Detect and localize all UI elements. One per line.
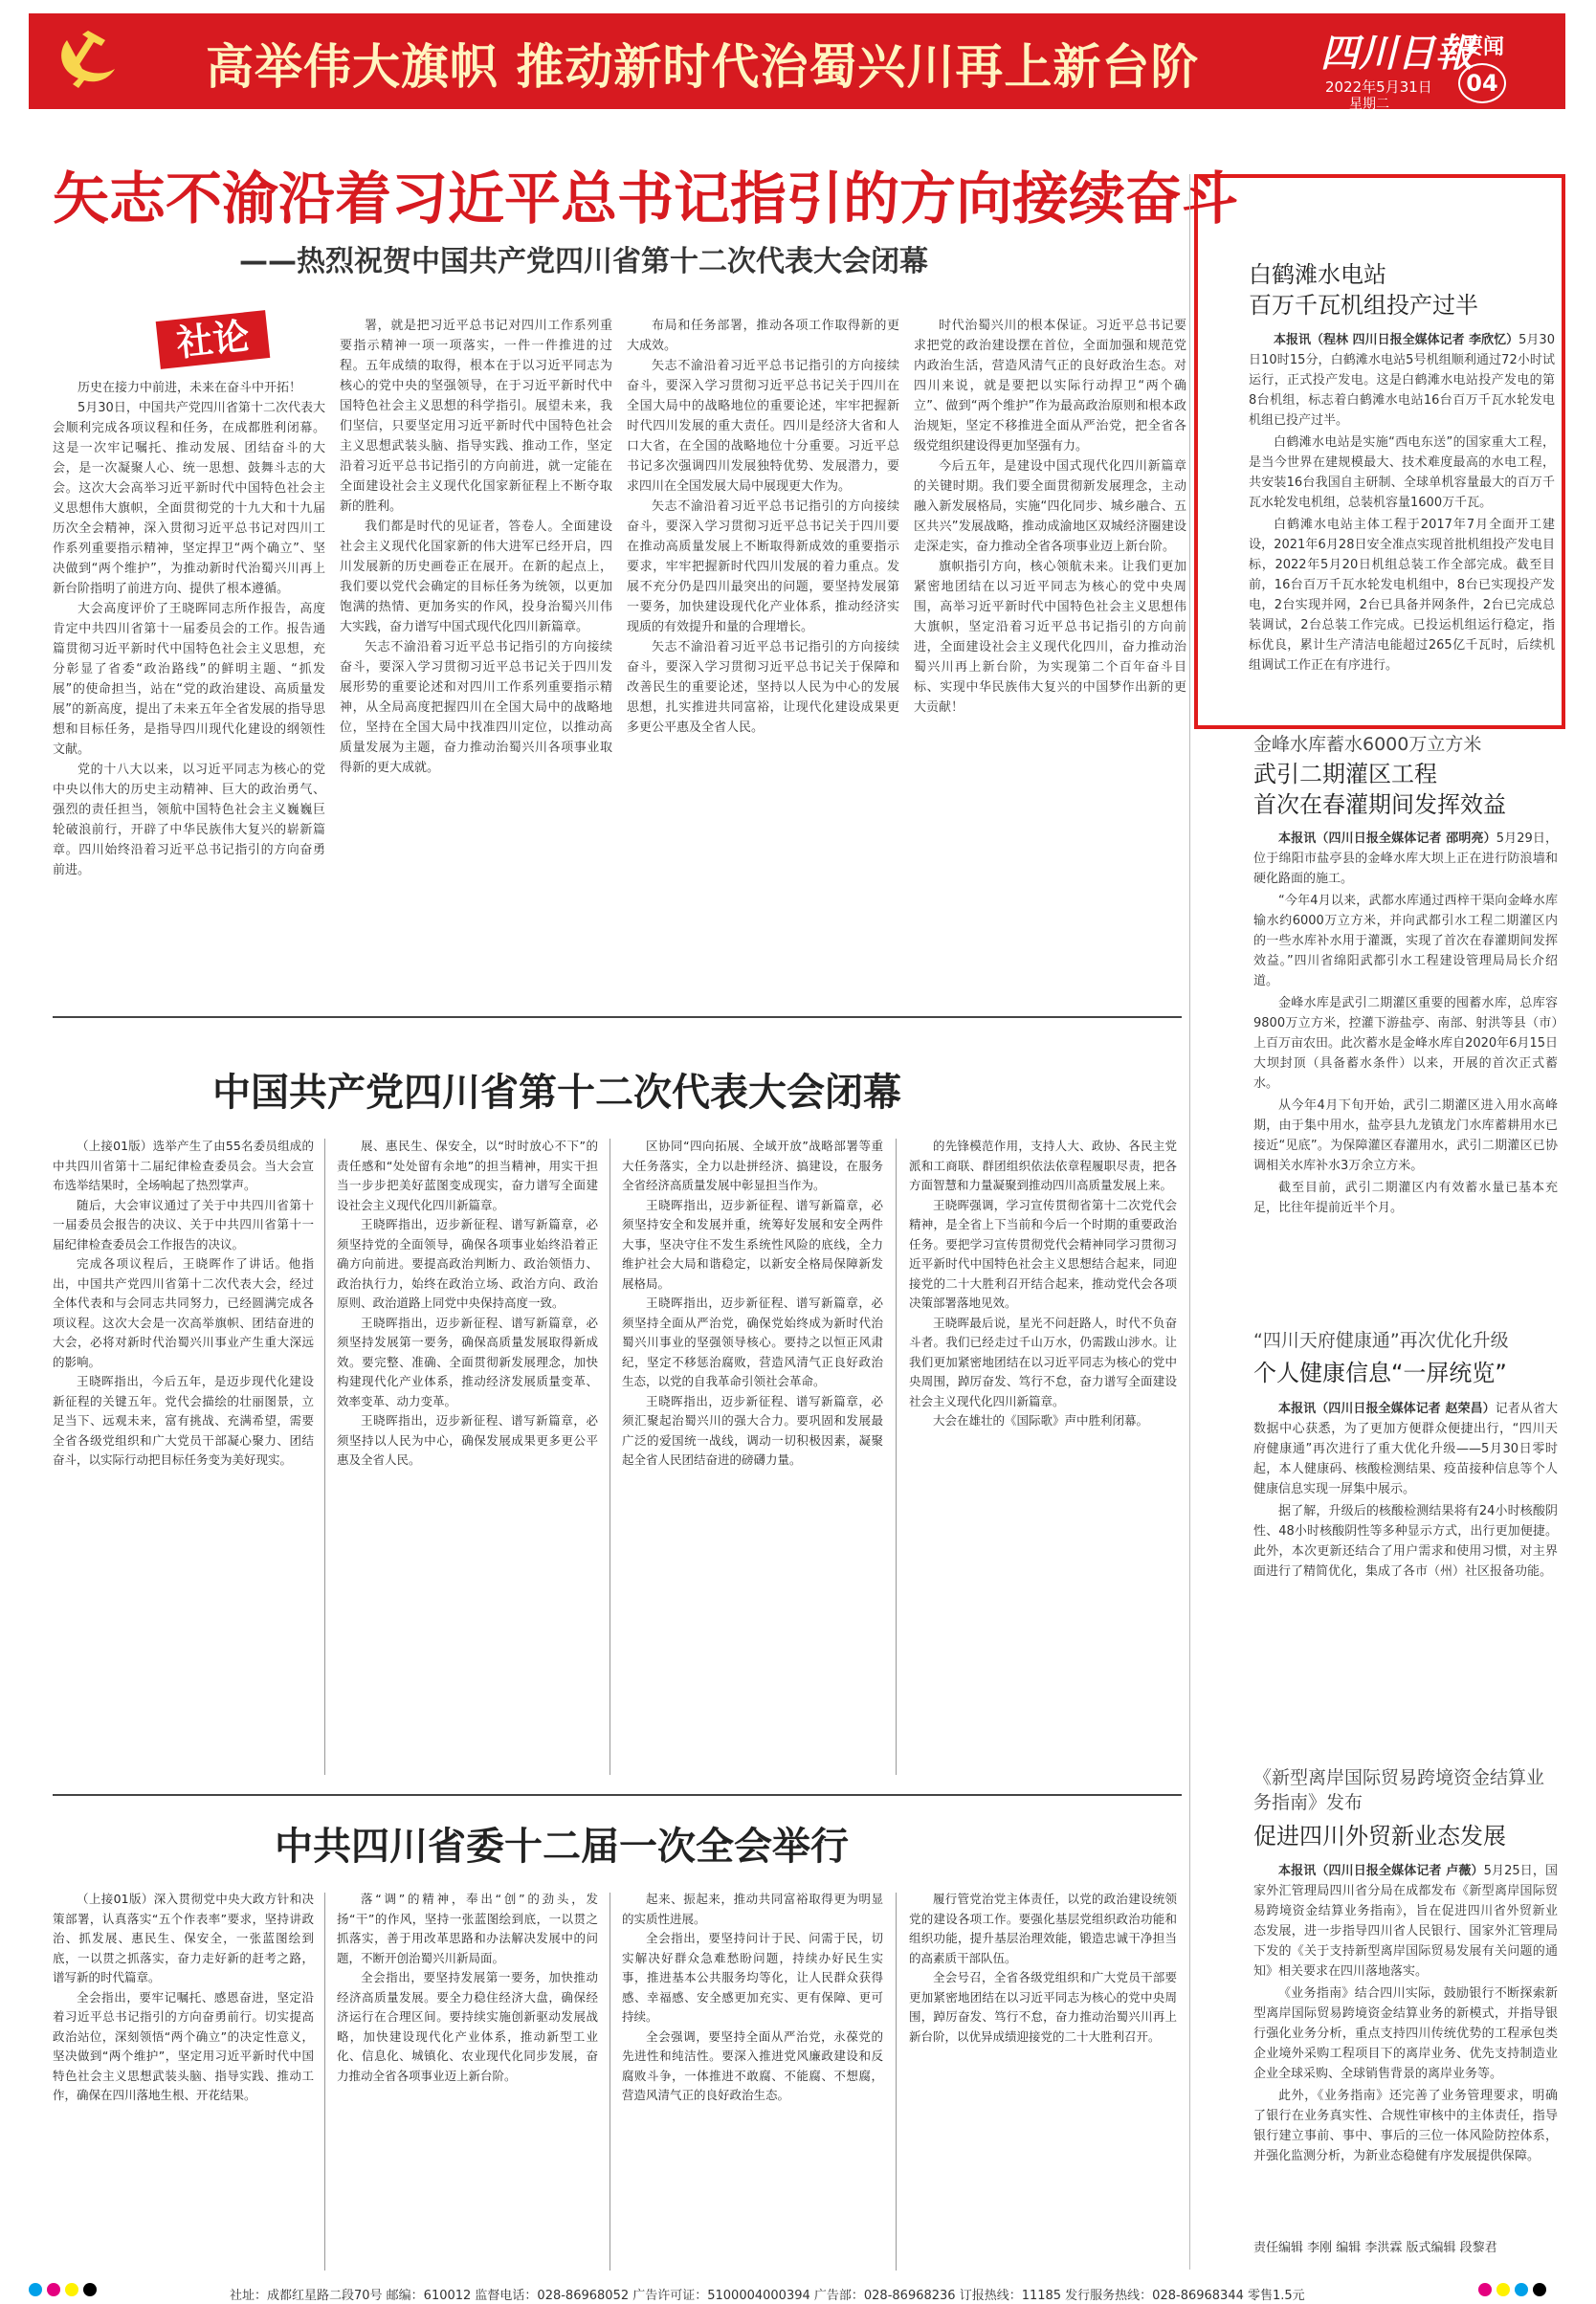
sidebar-article-2-body	[1253, 829, 1558, 1283]
editorial-column-1	[53, 378, 325, 986]
paragraph: 落“调”的精神，奉出“创”的劲头，发扬“干”的作风，坚持一张蓝图绘到底，一以贯之抓落实，善于用改革思路和办法解决发展中的问题，不断开创治蜀兴川新局面。	[337, 1892, 598, 1965]
paragraph: “今年4月以来，武都水库通过西梓干渠向金峰水库输水约6000万立方米，并向武都引水工程二期灌区内的一些水库补水用于灌溉，实现了首次在春灌期间发挥效益。”四川省绵阳武都引水工程建设管理局局长介绍道。	[1253, 894, 1558, 988]
section-divider	[53, 1794, 1182, 1796]
issue-weekday: 星期二	[1349, 97, 1389, 112]
paragraph: （上接01版）深入贯彻党中央大政方针和决策部署，认真落实“五个作表率”要求，坚持讲政治、抓发展、惠民生、保安全，一张蓝图绘到底，一以贯之抓落实，奋力走好新的赶考之路，谱写新的时代篇章。	[53, 1892, 314, 1984]
color-mark	[1533, 2283, 1546, 2296]
paragraph: 王晓晖指出，迈步新征程、谱写新篇章，必须汇聚起治蜀兴川的强大合力。要巩固和发展最广泛的爱国统一战线，调动一切积极因素，凝聚起全省人民团结奋进的磅礴力量。	[622, 1393, 883, 1467]
slogan: 高举伟大旗帜 推动新时代治蜀兴川再上新台阶	[206, 39, 1200, 95]
sidebar-article-1-title-line-2: 百万千瓦机组投产过半	[1249, 292, 1478, 319]
sidebar-article-1-title-line-1: 白鹤滩水电站	[1249, 261, 1386, 288]
issue-date: 2022年5月31日	[1325, 78, 1432, 96]
party-emblem-icon	[50, 21, 122, 94]
paragraph: 展、惠民生、保安全，以“时时放心不下”的责任感和“处处留有余地”的担当精神，用实干担当一步步把美好蓝图变成现实，奋力谱写全面建设社会主义现代化四川新篇章。	[337, 1139, 598, 1212]
paragraph: 本报讯（四川日报全媒体记者 赵荣昌）记者从省大数据中心获悉，为了更加方便群众便捷出行，“四川天府健康通”再次进行了重大优化升级——5月30日零时起，本人健康码、核酸检测结果、疫苗接种信息等个人健康信息实现一屏集中展示。	[1253, 1402, 1558, 1496]
footer-info: 社址：成都红星路二段70号 邮编：610012 监督电话：028-86968052 广告许可证：5100004000394 广告部：028-86968236 订报热线：11185 发行服务热线：028-86968344 零售1.5元	[230, 2289, 1305, 2303]
paragraph: 王晓晖指出，迈步新征程、谱写新篇章，必须坚持以人民为中心，确保发展成果更多更公平惠及全省人民。	[337, 1413, 598, 1467]
page-number: 04	[1458, 63, 1506, 103]
paragraph: 完成各项议程后，王晓晖作了讲话。他指出，中国共产党四川省第十二次代表大会，经过全体代表和与会同志共同努力，已经圆满完成各项议程。这次大会是一次高举旗帜、团结奋进的大会，必将对新时代治蜀兴川事业产生重大深远的影响。	[53, 1256, 314, 1369]
paragraph: 矢志不渝沿着习近平总书记指引的方向接续奋斗，要深入学习贯彻习近平总书记关于四川要在推动高质量发展上不断取得新成效的重要指示要求，牢牢把握新时代四川发展的着力重点。发展不充分仍是四川最突出的问题，要坚持发展第一要务，加快建设现代化产业体系，推动经济实现质的有效提升和量的合理增长。	[627, 499, 899, 634]
color-mark	[83, 2283, 97, 2296]
column-rule	[896, 1893, 897, 2271]
paragraph: 历史在接力中前进，未来在奋斗中开拓！	[78, 381, 302, 395]
editorial-column-4	[914, 316, 1186, 986]
paragraph: 王晓晖指出，迈步新征程、谱写新篇章，必须坚持发展第一要务，确保高质量发展取得新成效。要完整、准确、全面贯彻新发展理念，加快构建现代化产业体系，推动经济发展质量变革、效率变革、动力变革。	[337, 1315, 598, 1408]
paragraph: 今后五年，是建设中国式现代化四川新篇章的关键时期。我们要全面贯彻新发展理念，主动融入新发展格局，实施“四化同步、城乡融合、五区共兴”发展战略，推动成渝地区双城经济圈建设走深走实，奋力推动全省各项事业迈上新台阶。	[914, 459, 1186, 554]
editorial-badge: 社论	[156, 310, 271, 369]
paragraph: 从今年4月下旬开始，武引二期灌区进入用水高峰期，由于集中用水，盐亭县九龙镇龙门水库蓄耕用水已接近“见底”。为保障灌区春灌用水，武引二期灌区已协调相关水库补水3万余立方米。	[1253, 1098, 1558, 1173]
paragraph: 王晓晖指出，迈步新征程、谱写新篇章，必须坚持全面从严治党，确保党始终成为新时代治蜀兴川事业的坚强领导核心。要持之以恒正风肃纪，坚定不移惩治腐败，营造风清气正良好政治生态，以党的自我革命引领社会革命。	[622, 1296, 883, 1388]
color-mark	[1478, 2283, 1492, 2296]
paragraph: 大会高度评价了王晓晖同志所作报告，高度肯定中共四川省第十一届委员会的工作。报告通篇贯彻习近平新时代中国特色社会主义思想，充分彰显了省委“政治路线”的鲜明主题、“抓发展”的使命担当，站在“党的政治建设、高质量发展”的新高度，提出了未来五年全省发展的指导思想和目标任务，是指导四川现代化建设的纲领性文献。	[53, 602, 325, 757]
paragraph: 党的十八大以来，以习近平同志为核心的党中央以伟大的历史主动精神、巨大的政治勇气、强烈的责任担当，领航中国特色社会主义巍巍巨轮破浪前行，开辟了中华民族伟大复兴的崭新篇章。四川始终沿着习近平总书记指引的方向奋勇前进。	[53, 763, 325, 877]
closing-column-4	[909, 1137, 1177, 1778]
sidebar-article-4-pretitle: 《新型离岸国际贸易跨境资金结算业务指南》发布	[1253, 1767, 1545, 1813]
paragraph: 时代治蜀兴川的根本保证。习近平总书记要求把党的政治建设摆在首位，全面加强和规范党内政治生活，营造风清气正的良好政治生态。对四川来说，就是要把以实际行动捍卫“两个确立”、做到“两个维护”作为最高政治原则和根本政治规矩，坚定不移推进全面从严治党，把全省各级党组织建设得更加坚强有力。	[914, 319, 1186, 454]
paragraph: 王晓晖指出，迈步新征程、谱写新篇章，必须坚持安全和发展并重，统筹好发展和安全两件大事，坚决守住不发生系统性风险的底线，全力维护社会大局和谐稳定，以新安全格局保障新发展格局。	[622, 1197, 883, 1291]
sidebar-rule	[1189, 174, 1190, 2270]
editorial-column-3	[627, 316, 899, 986]
editorial-column-2	[340, 316, 612, 986]
paragraph: 本报讯（四川日报全媒体记者 邵明亮）5月29日，位于绵阳市盐亭县的金峰水库大坝上正在进行防浪墙和硬化路面的施工。	[1253, 831, 1558, 886]
closing-column-2	[337, 1137, 598, 1778]
paragraph: 白鹤滩水电站主体工程于2017年7月全面开工建设，2021年6月28日安全准点实现首批机组投产发电目标，2022年5月20日机组总装工作全部完成。截至目前，16台百万千瓦水轮发电机组中，8台已实现投产发电，2台实现并网，2台已具备并网条件，2台已完成总装调试，2台总装工作完成。已投运机组运行稳定，指标优良，累计生产清洁电能超过265亿千瓦时，后续机组调试工作正在有序进行。	[1249, 518, 1555, 673]
paragraph: 旗帜指引方向，核心领航未来。让我们更加紧密地团结在以习近平同志为核心的党中央周围，高举习近平新时代中国特色社会主义思想伟大旗帜，坚定沿着习近平总书记指引的方向前进，全面建设社会主义现代化四川，奋力推动治蜀兴川再上新台阶，为实现第二个百年奋斗目标、实现中华民族伟大复兴的中国梦作出新的更大贡献！	[914, 560, 1186, 715]
paragraph: 金峰水库是武引二期灌区重要的囤蓄水库，总库容9800万立方米，控灌下游盐亭、南部、射洪等县（市）上百万亩农田。此次蓄水是金峰水库自2020年6月15日大坝封顶（具备蓄水条件）以来，开展的首次正式蓄水。	[1253, 996, 1558, 1091]
paragraph: 矢志不渝沿着习近平总书记指引的方向接续奋斗，要深入学习贯彻习近平总书记关于四川发展形势的重要论述和对四川工作系列重要指示精神，从全局高度把握四川在全国大局中的战略地位，坚持在全国大局中找准四川定位，以推动高质量发展为主题，奋力推动治蜀兴川各项事业取得新的更大成就。	[340, 640, 612, 775]
paragraph: 王晓晖指出，今后五年，是迈步现代化建设新征程的关键五年。党代会描绘的壮丽图景，立足当下、远观未来，富有挑战、充满希望，需要全省各级党组织和广大党员干部凝心聚力、团结奋斗，以实际行动把目标任务变为美好现实。	[53, 1374, 314, 1467]
closing-article-title: 中国共产党四川省第十二次代表大会闭幕	[212, 1071, 901, 1115]
sidebar-article-2-pretitle: 金峰水库蓄水6000万立方米	[1253, 734, 1482, 755]
paragraph: 的先锋模范作用，支持人大、政协、各民主党派和工商联、群团组织依法依章程履职尽责，把各方面智慧和力量凝聚到推动四川高质量发展上来。	[909, 1139, 1177, 1192]
paragraph: 履行管党治党主体责任，以党的政治建设统领党的建设各项工作。要强化基层党组织政治功能和组织功能，提升基层治理效能，锻造忠诚干净担当的高素质干部队伍。	[909, 1892, 1177, 1965]
plenum-column-1	[53, 1890, 314, 2272]
paragraph: 随后，大会审议通过了关于中共四川省第十一届委员会报告的决议、关于中共四川省第十一届纪律检查委员会工作报告的决议。	[53, 1197, 314, 1252]
plenum-column-2	[337, 1890, 598, 2272]
sidebar-article-4-title: 促进四川外贸新业态发展	[1253, 1823, 1506, 1850]
column-rule	[324, 1139, 325, 1775]
paragraph: 大会在雄壮的《国际歌》声中胜利闭幕。	[933, 1413, 1149, 1428]
paragraph: 布局和任务部署，推动各项工作取得新的更大成效。	[627, 319, 899, 353]
color-mark	[29, 2283, 42, 2296]
paragraph: 据了解，升级后的核酸检测结果将有24小时核酸阴性、48小时核酸阴性等多种显示方式，出行更加便捷。此外，本次更新还结合了用户需求和使用习惯，对主界面进行了精简优化，集成了各市（州）社区报备功能。	[1253, 1504, 1558, 1579]
plenum-column-3	[622, 1890, 883, 2272]
color-mark	[65, 2283, 78, 2296]
editorial-subheadline: ——热烈祝贺中国共产党四川省第十二次代表大会闭幕	[239, 245, 928, 278]
color-mark	[47, 2283, 60, 2296]
paragraph: 矢志不渝沿着习近平总书记指引的方向接续奋斗，要深入学习贯彻习近平总书记关于保障和改善民生的重要论述，坚持以人民为中心的发展思想，扎实推进共同富裕，让现代化建设成果更多更公平惠及全省人民。	[627, 640, 899, 735]
closing-column-3	[622, 1137, 883, 1778]
sidebar-article-3-pretitle: “四川天府健康通”再次优化升级	[1253, 1330, 1509, 1351]
editorial-headline: 矢志不渝沿着习近平总书记指引的方向接续奋斗	[53, 166, 1239, 232]
paragraph: 王晓晖强调，学习宣传贯彻省第十二次党代会精神，是全省上下当前和今后一个时期的重要政治任务。要把学习宣传贯彻党代会精神同学习贯彻习近平新时代中国特色社会主义思想结合起来，同迎接党的二十大胜利召开结合起来，推动党代会各项决策部署落地见效。	[909, 1197, 1177, 1310]
column-rule	[324, 1893, 325, 2271]
color-mark	[1496, 2283, 1510, 2296]
plenum-column-4	[909, 1890, 1177, 2272]
paragraph: 署，就是把习近平总书记对四川工作系列重要指示精神一项一项落实，一件一件推进的过程。五年成绩的取得，根本在于以习近平同志为核心的党中央的坚强领导，在于习近平新时代中国特色社会主义思想的科学指引。展望未来，我们坚信，只要坚定用习近平新时代中国特色社会主义思想武装头脑、指导实践、推动工作，坚定沿着习近平总书记指引的方向前进，就一定能在全面建设社会主义现代化国家新征程上不断夺取新的胜利。	[340, 319, 612, 514]
paragraph: 起来、振起来，推动共同富裕取得更为明显的实质性进展。	[622, 1892, 883, 1926]
paragraph: 白鹤滩水电站是实施“西电东送”的国家重大工程，是当今世界在建规模最大、技术难度最高的水电工程，共安装16台我国自主研制、全球单机容量最大的百万千瓦水轮发电机组，总装机容量1600万千瓦。	[1249, 435, 1555, 510]
paragraph: 王晓晖指出，迈步新征程、谱写新篇章，必须坚持党的全面领导，确保各项事业始终沿着正确方向前进。要提高政治判断力、政治领悟力、政治执行力，始终在政治立场、政治方向、政治原则、政治道路上同党中央保持高度一致。	[337, 1217, 598, 1310]
sidebar-article-2-title-line-2: 首次在春灌期间发挥效益	[1253, 791, 1506, 818]
paragraph: 本报讯（四川日报全媒体记者 卢薇）5月25日，国家外汇管理局四川省分局在成都发布《新型离岸国际贸易跨境资金结算业务指南》，旨在促进四川省外贸新业态发展，进一步指导四川省人民银行、国家外汇管理局下发的《关于支持新型离岸国际贸易发展有关问题的通知》相关要求在四川落地落实。	[1253, 1864, 1558, 1979]
paragraph: 区协同“四向拓展、全域开放”战略部署等重大任务落实，全力以赴拼经济、搞建设，在服务全省经济高质量发展中彰显担当作为。	[622, 1139, 883, 1192]
paragraph: （上接01版）选举产生了由55名委员组成的中共四川省第十二届纪律检查委员会。当大会宣布选举结果时，全场响起了热烈掌声。	[53, 1139, 314, 1192]
paper-name-logo: 四川日報	[1320, 31, 1474, 76]
paragraph: 全会指出，要坚持发展第一要务，加快推动经济高质量发展。要全力稳住经济大盘，确保经济运行在合理区间。要持续实施创新驱动发展战略，加快建设现代化产业体系，推动新型工业化、信息化、城镇化、农业现代化同步发展，奋力推动全省各项事业迈上新台阶。	[337, 1970, 598, 2083]
paragraph: 王晓晖最后说，星光不问赶路人，时代不负奋斗者。我们已经走过千山万水，仍需跋山涉水。让我们更加紧密地团结在以习近平同志为核心的党中央周围，踔厉奋发、笃行不怠，奋力谱写全面建设社会主义现代化四川新篇章。	[909, 1315, 1177, 1408]
paragraph: 截至目前，武引二期灌区内有效蓄水量已基本充足，比往年提前近半个月。	[1253, 1181, 1558, 1215]
section-divider	[53, 1016, 1182, 1018]
sidebar-article-4-body	[1253, 1861, 1558, 2225]
sidebar-article-1-body	[1249, 330, 1555, 718]
closing-column-1	[53, 1137, 314, 1778]
paragraph: 全会强调，要坚持全面从严治党，永葆党的先进性和纯洁性。要深入推进党风廉政建设和反腐败斗争，一体推进不敢腐、不能腐、不想腐，营造风清气正的良好政治生态。	[622, 2028, 883, 2102]
sidebar-article-3-body	[1253, 1399, 1558, 1743]
sidebar-article-2-title-line-1: 武引二期灌区工程	[1253, 761, 1437, 787]
section-label: 要闻	[1462, 35, 1505, 59]
paragraph: 《业务指南》结合四川实际，鼓励银行不断探索新型离岸国际贸易跨境资金结算业务的新模式，并指导银行强化业务分析，重点支持四川传统优势的工程承包类企业境外采购工程项目下的离岸业务、优先支持制造业企业全球采购、全球销售背景的离岸业务等。	[1253, 1986, 1558, 2081]
column-rule	[896, 1139, 897, 1775]
sidebar-article-3-title: 个人健康信息“一屏统览”	[1253, 1360, 1507, 1386]
paragraph: 本报讯（程林 四川日报全媒体记者 李欣忆）5月30日10时15分，白鹤滩水电站5号机组顺利通过72小时试运行，正式投产发电。这是白鹤滩水电站投产发电的第8台机组，标志着白鹤滩水电站16台百万千瓦水轮发电机组已投产过半。	[1249, 333, 1555, 428]
registration-marks-left	[29, 2283, 97, 2296]
paragraph: 全会号召，全省各级党组织和广大党员干部要更加紧密地团结在以习近平同志为核心的党中央周围，踔厉奋发、笃行不怠，奋力推动治蜀兴川再上新台阶，以优异成绩迎接党的二十大胜利召开。	[909, 1970, 1177, 2044]
plenum-article-title: 中共四川省委十二届一次全会举行	[275, 1825, 849, 1869]
paragraph: 此外，《业务指南》还完善了业务管理要求，明确了银行在业务真实性、合规性审核中的主体责任，指导银行建立事前、事中、事后的三位一体风险防控体系，并强化监测分析，为新业态稳健有序发展提供保障。	[1253, 2089, 1558, 2163]
editor-credits: 责任编辑 李刚 编辑 李洪霖 版式编辑 段黎君	[1253, 2241, 1497, 2255]
paragraph: 全会指出，要坚持问计于民、问需于民，切实解决好群众急难愁盼问题，持续办好民生实事，推进基本公共服务均等化，让人民群众获得感、幸福感、安全感更加充实、更有保障、更可持续。	[622, 1931, 883, 2024]
paragraph: 矢志不渝沿着习近平总书记指引的方向接续奋斗，要深入学习贯彻习近平总书记关于四川在全国大局中的战略地位的重要论述，牢牢把握新时代四川发展的重大责任。四川是经济大省和人口大省，在全国的战略地位十分重要。习近平总书记多次强调四川发展独特优势、发展潜力，要求四川在全国发展大局中展现更大作为。	[627, 359, 899, 494]
registration-marks-right	[1478, 2283, 1546, 2296]
paragraph: 全会指出，要牢记嘱托、感恩奋进，坚定沿着习近平总书记指引的方向奋勇前行。切实提高政治站位，深刻领悟“两个确立”的决定性意义，坚决做到“两个维护”，坚定用习近平新时代中国特色社会主义思想武装头脑、指导实践、推动工作，确保在四川落地生根、开花结果。	[53, 1989, 314, 2102]
paragraph: 我们都是时代的见证者，答卷人。全面建设社会主义现代化国家新的伟大进军已经开启，四川发展新的历史画卷正在展开。在新的起点上，我们要以党代会确定的目标任务为统领，以更加饱满的热情、更加务实的作风，投身治蜀兴川伟大实践，奋力谱写中国式现代化四川新篇章。	[340, 520, 612, 634]
paragraph: 5月30日，中国共产党四川省第十二次代表大会顺利完成各项议程和任务，在成都胜利闭幕。这是一次牢记嘱托、推动发展、团结奋斗的大会，是一次凝聚人心、统一思想、鼓舞斗志的大会。这次大会高举习近平新时代中国特色社会主义思想伟大旗帜，全面贯彻党的十九大和十九届历次全会精神，深入贯彻习近平总书记对四川工作系列重要指示精神，坚定捍卫“两个确立”、坚决做到“两个维护”，为推动新时代治蜀兴川再上新台阶指明了前进方向、提供了根本遵循。	[53, 401, 325, 596]
color-mark	[1515, 2283, 1528, 2296]
